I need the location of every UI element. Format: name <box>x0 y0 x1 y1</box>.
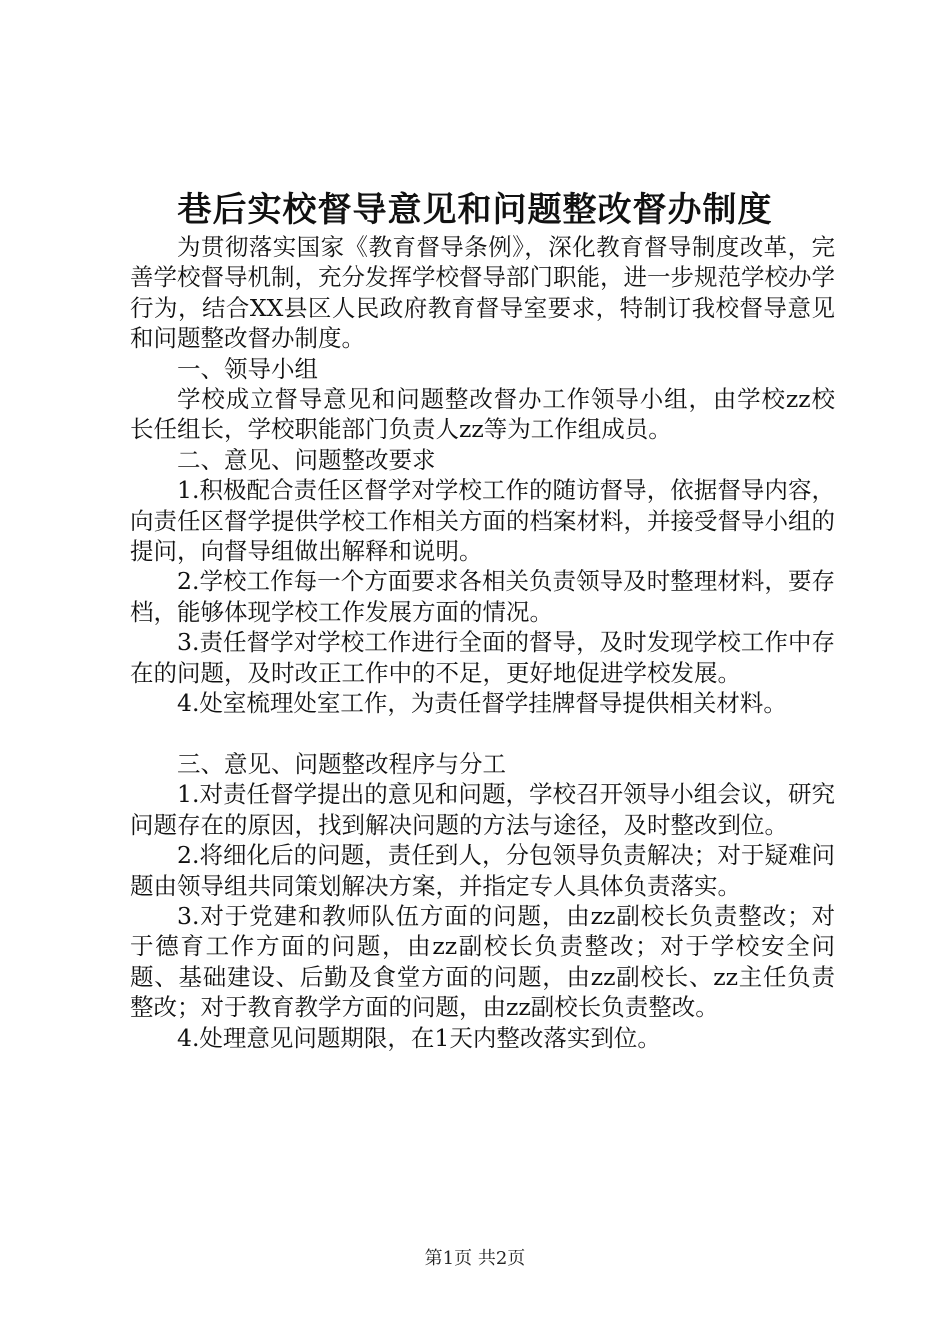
section-heading-procedure: 三、意见、问题整改程序与分工 <box>177 749 506 778</box>
procedure-item-3: 3.对于党建和教师队伍方面的问题，由zz副校长负责整改；对于德育工作方面的问题，由zz副校长负责整改；对于学校安全问题、基础建设、后勤及食堂方面的问题，由zz副校长、zz主任负责整改；对于教育教学方面的问题，由zz副校长负责整改。 <box>130 901 835 1022</box>
document-title: 巷后实校督导意见和问题整改督办制度 <box>177 190 773 230</box>
section-heading-requirements: 二、意见、问题整改要求 <box>177 445 436 474</box>
requirement-item-4: 4.处室梳理处室工作，为责任督学挂牌督导提供相关材料。 <box>177 689 787 718</box>
requirement-item-1: 1.积极配合责任区督学对学校工作的随访督导，依据督导内容，向责任区督学提供学校工作相关方面的档案材料，并接受督导小组的提问，向督导组做出解释和说明。 <box>130 476 835 566</box>
procedure-item-1: 1.对责任督学提出的意见和问题，学校召开领导小组会议，研究问题存在的原因，找到解决问题的方法与途径，及时整改到位。 <box>130 780 835 839</box>
blank-line <box>130 719 835 749</box>
section-heading-leadership: 一、领导小组 <box>177 354 318 383</box>
intro-paragraph: 为贯彻落实国家《教育督导条例》，深化教育督导制度改革，完善学校督导机制，充分发挥学校督导部门职能，进一步规范学校办学行为，结合XX县区人民政府教育督导室要求，特制订我校督导意见和问题整改督办制度。 <box>130 233 835 353</box>
requirement-item-2: 2.学校工作每一个方面要求各相关负责领导及时整理材料，要存档，能够体现学校工作发展方面的情况。 <box>130 567 835 626</box>
document-body <box>130 232 835 1053</box>
procedure-item-4: 4.处理意见问题期限，在1天内整改落实到位。 <box>177 1023 661 1052</box>
procedure-item-2: 2.将细化后的问题，责任到人，分包领导负责解决；对于疑难问题由领导组共同策划解决方案，并指定专人具体负责落实。 <box>130 841 835 900</box>
leadership-paragraph: 学校成立督导意见和问题整改督办工作领导小组，由学校zz校长任组长，学校职能部门负责人zz等为工作组成员。 <box>130 385 835 444</box>
requirement-item-3: 3.责任督学对学校工作进行全面的督导，及时发现学校工作中存在的问题，及时改正工作中的不足，更好地促进学校发展。 <box>130 628 835 687</box>
page-footer: 第1页 共2页 <box>424 1248 526 1269</box>
